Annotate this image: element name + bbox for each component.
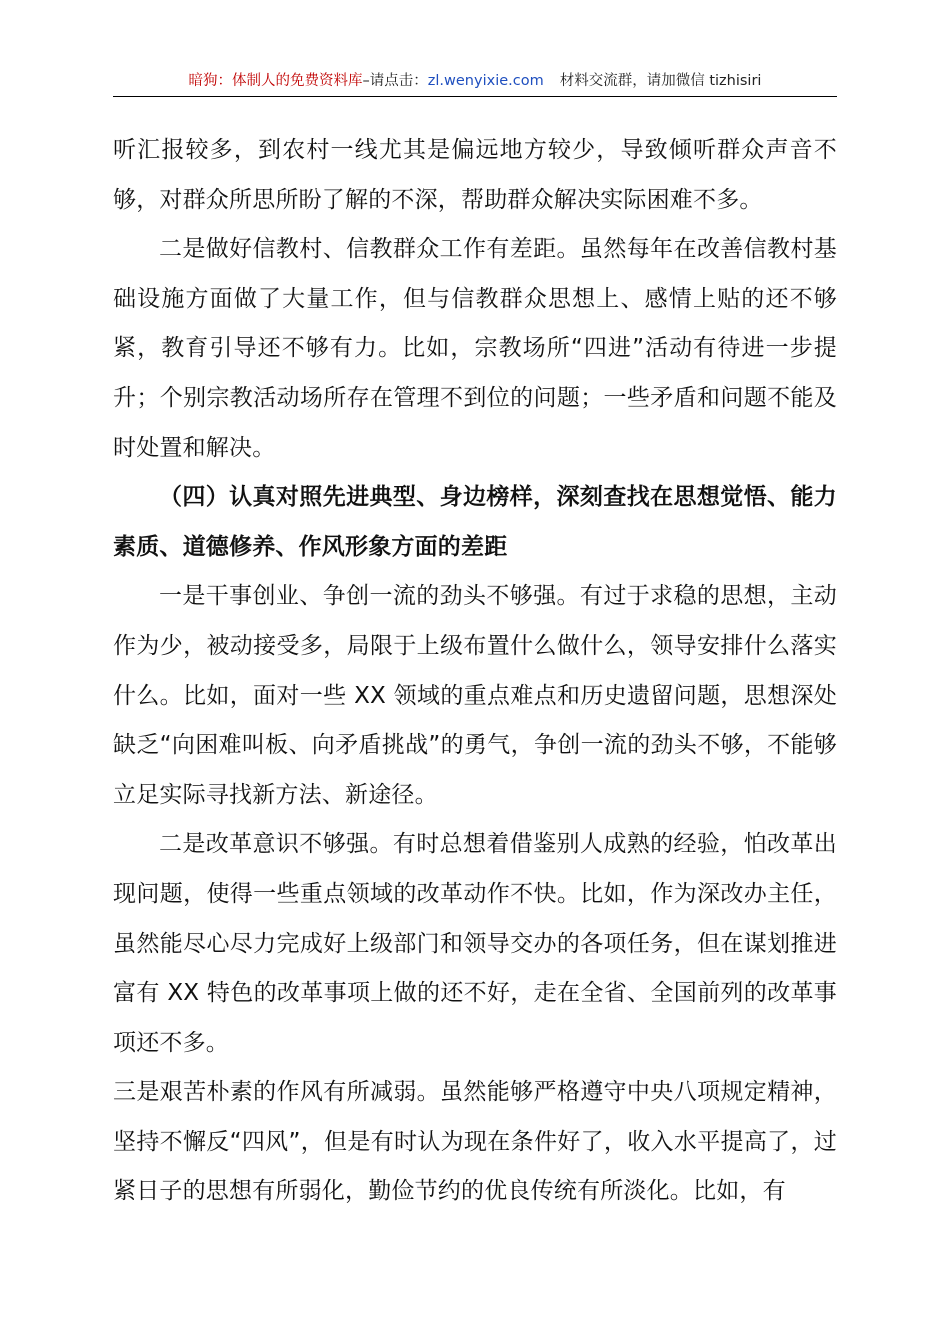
- document-body: [113, 126, 837, 1217]
- header-brand: 暗狗：体制人的免费资料库: [188, 73, 363, 89]
- header-url-link[interactable]: zl.wenyixie.com: [427, 73, 544, 89]
- header-wechat-note: 材料交流群，请加微信 tizhisiri: [559, 73, 762, 89]
- section-heading-four: （四）认真对照先进典型、身边榜样，深刻查找在思想觉悟、能力素质、道德修养、作风形象方面的差距: [113, 484, 837, 560]
- page-header: [113, 70, 837, 97]
- header-click-prefix: –请点击：: [362, 73, 428, 89]
- paragraph-reform: 二是改革意识不够强。有时总想着借鉴别人成熟的经验，怕改革出现问题，使得一些重点领域的改革动作不快。比如，作为深改办主任，虽然能尽心尽力完成好上级部门和领导交办的各项任务，但在谋划推进富有 XX 特色的改革事项上做的还不好，走在全省、全国前列的改革事项还不多。: [113, 831, 837, 1056]
- paragraph-drive: 一是干事创业、争创一流的劲头不够强。有过于求稳的思想，主动作为少，被动接受多，局限于上级布置什么做什么，领导安排什么落实什么。比如，面对一些 XX 领域的重点难点和历史遗留问题，思想深处缺乏“向困难叫板、向矛盾挑战”的勇气，争创一流的劲头不够，不能够立足实际寻找新方法、新途径。: [113, 583, 837, 808]
- paragraph-frugality: 三是艰苦朴素的作风有所减弱。虽然能够严格遵守中央八项规定精神，坚持不懈反“四风”，但是有时认为现在条件好了，收入水平提高了，过紧日子的思想有所弱化，勤俭节约的优良传统有所淡化。比如，有: [113, 1079, 837, 1205]
- paragraph-continuation: 听汇报较多，到农村一线尤其是偏远地方较少，导致倾听群众声音不够，对群众所思所盼了解的不深，帮助群众解决实际困难不多。: [113, 137, 837, 213]
- paragraph-religious-work: 二是做好信教村、信教群众工作有差距。虽然每年在改善信教村基础设施方面做了大量工作，但与信教群众思想上、感情上贴的还不够紧，教育引导还不够有力。比如，宗教场所“四进”活动有待进一步提升；个别宗教活动场所存在管理不到位的问题；一些矛盾和问题不能及时处置和解决。: [113, 236, 837, 461]
